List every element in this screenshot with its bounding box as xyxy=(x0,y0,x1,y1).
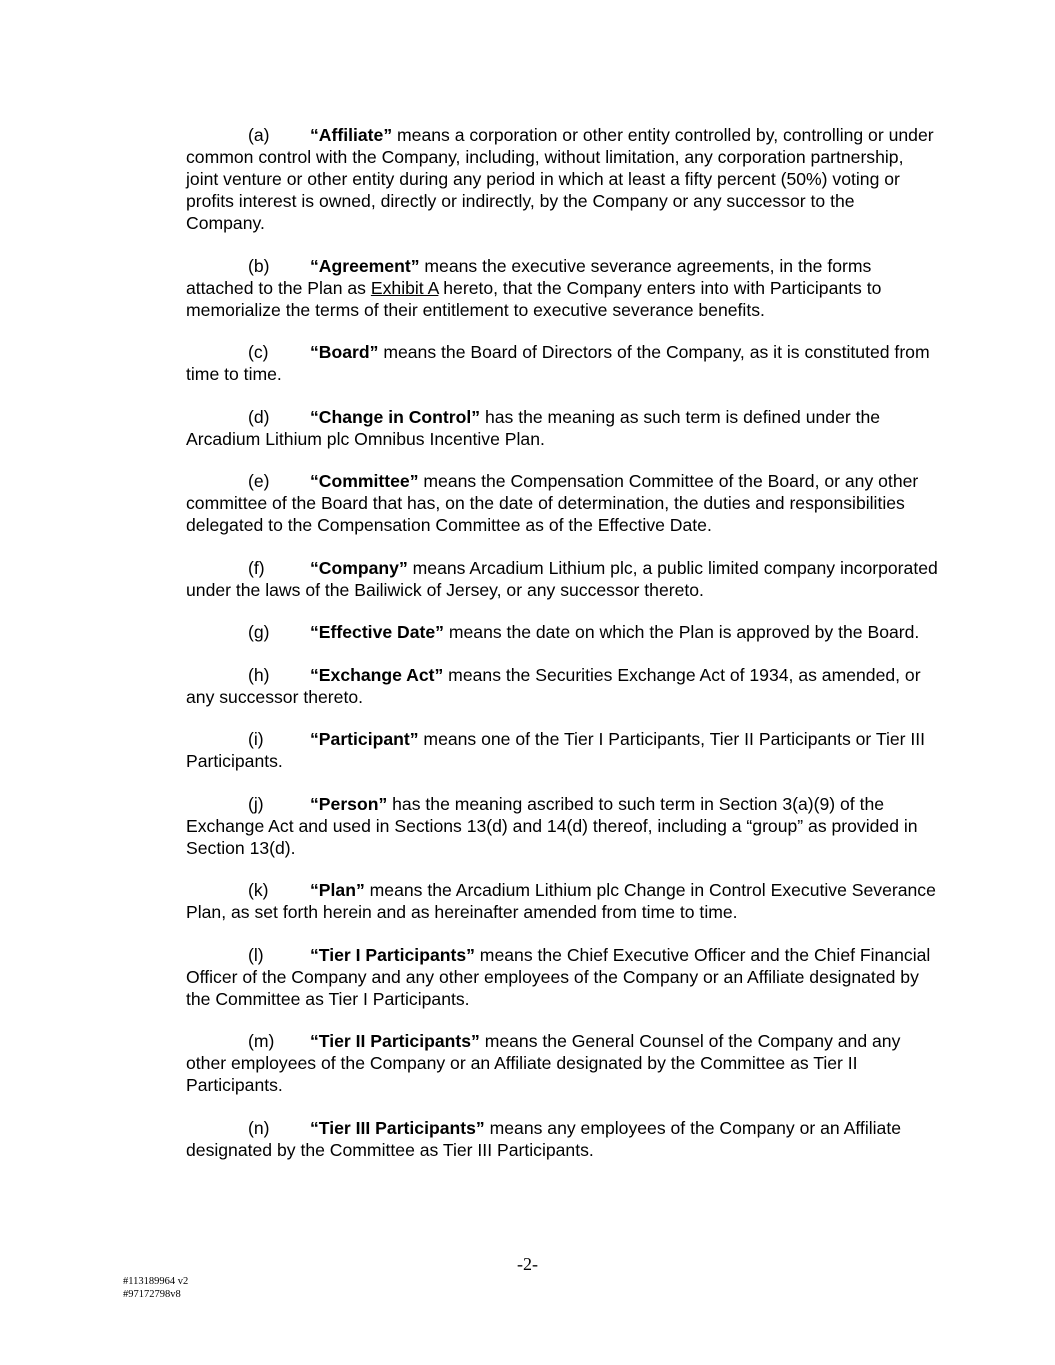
definition-label: (i) xyxy=(248,729,264,749)
definition-term: “Committee” xyxy=(310,471,419,491)
definition-text: means the Arcadium Lithium plc Change in Control Executive Severance Plan, as set forth herein and as hereinafter amended from time to time. xyxy=(186,880,936,922)
document-id: #113189964 v2 xyxy=(123,1276,189,1287)
definition-label: (l) xyxy=(248,944,264,965)
definition-label: (c) xyxy=(248,342,269,362)
page-number: -2- xyxy=(517,1254,538,1274)
definition-term: “Tier III Participants” xyxy=(310,1117,485,1138)
definition-affiliate xyxy=(186,124,938,234)
definition-text: means the Chief Executive Officer and the Chief Financial Officer of the Company and any other employees of the Company or an Affiliate designated by the Committee as Tier I Participants. xyxy=(186,944,931,1009)
definition-text: means Arcadium Lithium plc, a public limited company incorporated under the laws of the Bailiwick of Jersey, or any successor thereto. xyxy=(186,557,938,600)
definition-label: (h) xyxy=(248,664,270,685)
definition-text: means one of the Tier I Participants, Tier II Participants or Tier III Participants. xyxy=(186,729,926,771)
definition-plan xyxy=(186,879,938,923)
definition-tier-ii-participants xyxy=(186,1030,938,1096)
definition-board xyxy=(186,341,938,385)
definition-label: (b) xyxy=(248,255,270,276)
definition-term: “Change in Control” xyxy=(310,406,481,427)
definition-text: means the General Counsel of the Company and any other employees of the Company or an Affiliate designated by the Committee as Tier II Participants. xyxy=(186,1031,901,1095)
definition-exchange-act xyxy=(186,664,938,708)
definition-label: (m) xyxy=(248,1031,275,1051)
definition-term: “Participant” xyxy=(310,729,419,749)
definition-tier-iii-participants xyxy=(186,1117,938,1161)
definition-label: (n) xyxy=(248,1117,270,1138)
definition-term: “Tier I Participants” xyxy=(310,944,475,965)
definition-term: “Tier II Participants” xyxy=(310,1031,480,1051)
definition-person xyxy=(186,793,938,859)
definition-text: means any employees of the Company or an Affiliate designated by the Committee as Tier III Participants. xyxy=(186,1117,901,1160)
definition-change-in-control xyxy=(186,406,938,450)
definition-participant xyxy=(186,728,938,772)
definition-label: (a) xyxy=(248,125,270,145)
definition-agreement xyxy=(186,255,938,321)
definition-term: “Exchange Act” xyxy=(310,664,444,685)
definition-text: hereto, that the Company enters into with Participants to memorialize the terms of their entitlement to executive severance benefits. xyxy=(186,277,882,320)
definition-label: (e) xyxy=(248,471,270,491)
definition-term: “Board” xyxy=(310,342,379,362)
definition-company xyxy=(186,557,938,601)
definition-text: means the executive severance agreements, in the forms attached to the Plan as xyxy=(186,255,872,298)
definition-label: (f) xyxy=(248,557,265,578)
definitions-section xyxy=(186,124,938,1181)
definition-text: means the Securities Exchange Act of 1934, as amended, or any successor thereto. xyxy=(186,664,921,707)
definition-text: means the Board of Directors of the Company, as it is constituted from time to time. xyxy=(186,342,930,384)
definition-term: “Agreement” xyxy=(310,255,420,276)
definition-text: has the meaning ascribed to such term in Section 3(a)(9) of the Exchange Act and used in Sections 13(d) and 14(d) thereof, including a “group” as provided in Section 13(d). xyxy=(186,793,918,858)
definition-term: “Plan” xyxy=(310,880,365,900)
definition-text: has the meaning as such term is defined under the Arcadium Lithium plc Omnibus Incentive Plan. xyxy=(186,406,881,449)
definition-tier-i-participants xyxy=(186,944,938,1010)
definition-text: means the date on which the Plan is approved by the Board. xyxy=(443,622,920,642)
definition-text: means the Compensation Committee of the Board, or any other committee of the Board that has, on the date of determination, the duties and responsibilities delegated to the Compensation Committee as of the Effective Date. xyxy=(186,471,919,535)
definition-label: (g) xyxy=(248,622,270,642)
definition-label: (k) xyxy=(248,880,269,900)
definition-term: “Person” xyxy=(310,793,388,814)
exhibit-reference: Exhibit A xyxy=(370,277,439,298)
definition-text: means a corporation or other entity controlled by, controlling or under common control with the Company, including, without limitation, any corporation partnership, joint venture or other entity during any period in which at least a fifty percent (50%) voting or profits interest is owned, directly or indirectly, by the Company or any successor to the Company. xyxy=(186,125,934,233)
definition-term: “Affiliate” xyxy=(310,125,393,145)
definition-label: (d) xyxy=(248,406,270,427)
definition-term: “Effective Date” xyxy=(310,622,444,642)
document-identifiers xyxy=(123,1275,188,1301)
definition-term: “Company” xyxy=(310,557,408,578)
definition-label: (j) xyxy=(248,793,264,814)
document-id: #97172798v8 xyxy=(123,1289,181,1300)
definition-effective-date xyxy=(186,621,938,643)
definition-committee xyxy=(186,470,938,536)
